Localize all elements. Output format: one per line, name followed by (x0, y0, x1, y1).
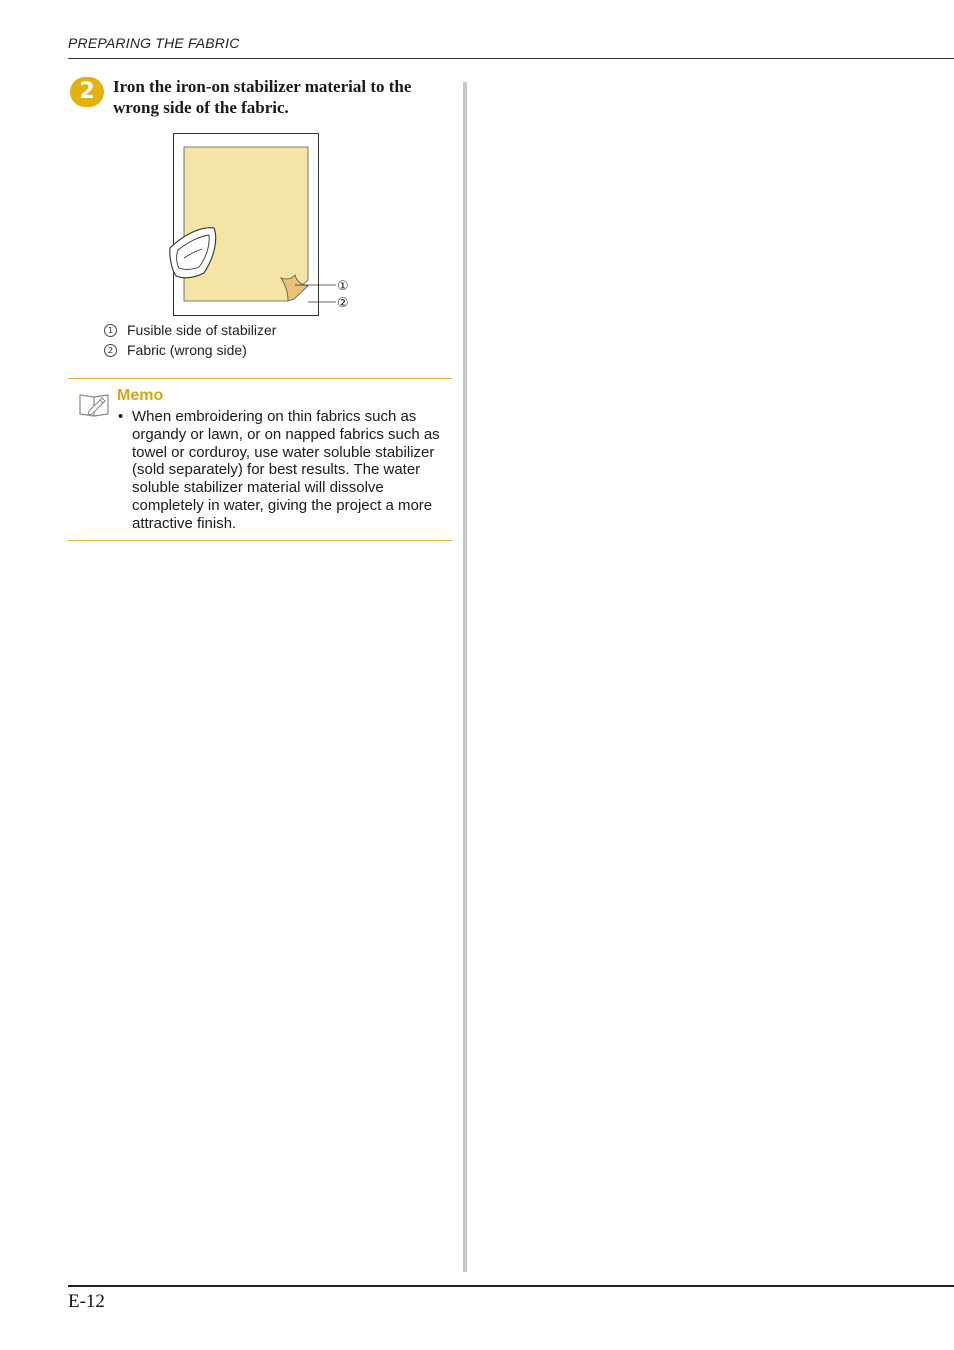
callout-2: ② (337, 296, 349, 311)
memo-bullet: • (118, 408, 124, 425)
legend-item (104, 320, 276, 340)
memo-text: When embroidering on thin fabrics such as organdy or lawn, or on napped fabrics such as towel or corduroy, use water soluble stabilizer (sold separately) for best results. The water soluble stabilizer material will dissolve completely in water, giving the project a more attractive finish. (132, 408, 440, 532)
memo-box (68, 378, 452, 541)
section-title: PREPARING THE FABRIC (68, 35, 240, 51)
ironing-illustration (160, 130, 370, 320)
legend-item (104, 340, 276, 360)
step-number: 2 (79, 79, 95, 104)
callout-1: ① (337, 279, 349, 294)
legend-label: Fusible side of stabilizer (127, 322, 277, 338)
header-divider (68, 58, 954, 59)
column-divider (463, 82, 467, 1272)
legend-number: 2 (104, 344, 117, 357)
figure-legend (104, 320, 276, 360)
footer-divider (68, 1285, 954, 1287)
memo-title: Memo (117, 387, 164, 404)
page-number: E-12 (68, 1291, 105, 1312)
stabilizer-sheet (184, 147, 308, 301)
step-number-badge (70, 77, 104, 107)
legend-label: Fabric (wrong side) (127, 342, 247, 358)
legend-number: 1 (104, 324, 117, 337)
memo-book-pencil-icon (79, 391, 111, 417)
step-instruction: Iron the iron-on stabilizer material to the wrong side of the fabric. (113, 77, 412, 117)
